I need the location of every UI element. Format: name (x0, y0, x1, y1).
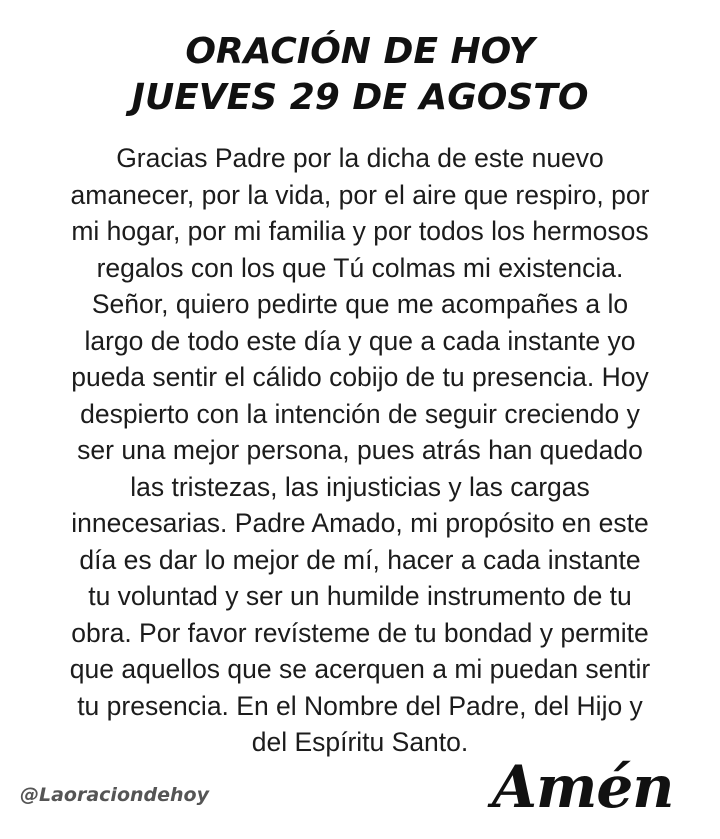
page-title: ORACIÓN DE HOY (185, 31, 535, 72)
prayer-line: regalos con los que Tú colmas mi existencia. (96, 252, 624, 283)
page-subtitle-date: JUEVES 29 DE AGOSTO (131, 77, 589, 118)
prayer-line: tu presencia. En el Nombre del Padre, del Hijo y (77, 690, 643, 721)
prayer-line: Gracias Padre por la dicha de este nuevo (116, 143, 604, 173)
prayer-line: mi hogar, por mi familia y por todos los hermosos (71, 216, 649, 246)
social-handle: @Laoraciondehoy (20, 784, 209, 806)
prayer-line: Señor, quiero pedirte que me acompañes a lo (91, 289, 629, 319)
prayer-line: obra. Por favor revísteme de tu bondad y permite (71, 617, 649, 648)
prayer-line: que aquellos que se acerquen a mi puedan sentir (69, 654, 651, 684)
prayer-line: despierto con la intención de seguir creciendo y (80, 398, 640, 429)
amen-signature: Amén (492, 753, 674, 821)
prayer-line: innecesarias. Padre Amado, mi propósito en este (71, 508, 649, 538)
prayer-line: ser una mejor persona, pues atrás han quedado (77, 435, 643, 465)
prayer-line: tu voluntad y ser un humilde instrumento de tu (88, 581, 632, 611)
prayer-text (10, 140, 710, 761)
prayer-line: las tristezas, las injusticias y las cargas (130, 471, 590, 502)
prayer-line: del Espíritu Santo. (251, 727, 469, 757)
prayer-line: día es dar lo mejor de mí, hacer a cada instante (79, 544, 641, 575)
prayer-line: largo de todo este día y que a cada instante yo (84, 325, 636, 356)
prayer-line: amanecer, por la vida, por el aire que respiro, por (70, 179, 650, 210)
prayer-line: pueda sentir el cálido cobijo de tu presencia. Hoy (71, 362, 649, 392)
